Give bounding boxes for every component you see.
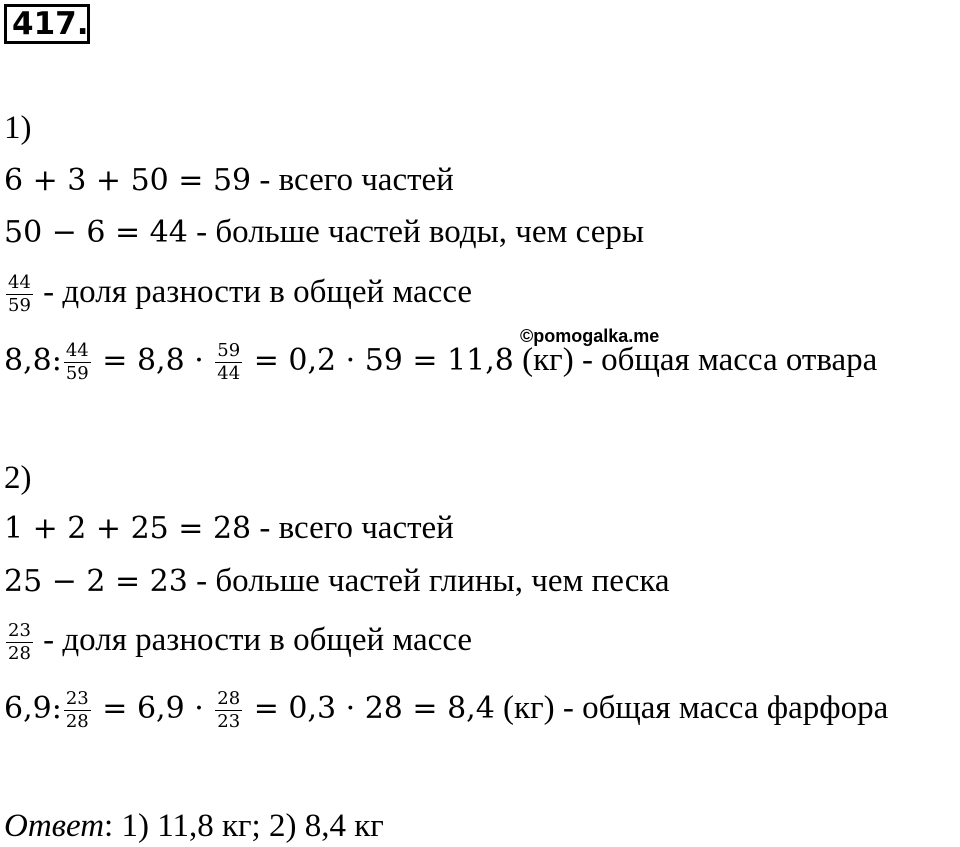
fraction-numerator: 23 (8, 620, 31, 641)
part1-line3-text: - доля разности в общей массе (34, 274, 473, 311)
part1-line1-expr: 6 + 3 + 50 = 59 (4, 163, 252, 198)
answer-line (4, 806, 384, 846)
fraction-numerator: 59 (217, 340, 241, 361)
part2-line3-text: - доля разности в общей массе (34, 622, 473, 659)
part1-line3 (4, 272, 472, 317)
part1-line1-text: - всего частей (251, 162, 454, 198)
answer-text: : 1) 11,8 кг; 2) 8,4 кг (104, 808, 384, 844)
part1-line4-b: = 8,8 · (92, 343, 214, 379)
answer-label: Ответ (4, 808, 105, 844)
part1-line2 (4, 212, 644, 253)
part1-label: 1) (4, 110, 32, 146)
fraction-numerator: 44 (65, 340, 89, 361)
part2-line4-c: = 0,3 · 28 = 8,4 (244, 691, 495, 727)
part1-line2-expr: 50 − 6 = 44 (4, 215, 188, 250)
problem-number: 417. (4, 4, 90, 44)
part2-line4-fraction-1 (64, 688, 91, 733)
part2-line4-b: = 6,9 · (92, 691, 214, 727)
part1-line1 (4, 160, 454, 201)
part2-line2-text: - больше частей глины, чем песка (187, 563, 670, 599)
fraction-denominator: 44 (217, 363, 241, 384)
part2-line1-expr: 1 + 2 + 25 = 28 (4, 511, 252, 546)
part2-line2 (4, 561, 670, 602)
part1-line4-text: - общая масса отвара (573, 342, 878, 379)
part2-line4-text: - общая масса фарфора (554, 690, 889, 727)
part2-line3 (4, 620, 472, 665)
fraction-denominator: 28 (65, 711, 89, 732)
fraction-denominator: 28 (8, 643, 31, 664)
fraction-numerator: 23 (65, 688, 89, 709)
part1-line4 (4, 340, 877, 385)
part2-line4-unit: (кг) (494, 690, 555, 727)
part2-line1 (4, 508, 454, 549)
watermark: ©pomogalka.me (520, 326, 660, 346)
fraction-denominator: 59 (65, 363, 89, 384)
part1-fraction (6, 272, 33, 317)
part2-line4 (4, 688, 888, 733)
part2-line4-a: 6,9: (4, 691, 62, 727)
part2-fraction (6, 620, 33, 665)
part2-label: 2) (4, 460, 32, 496)
part1-line4-fraction-1 (64, 340, 91, 385)
fraction-denominator: 23 (217, 711, 241, 732)
fraction-denominator: 59 (8, 295, 31, 316)
part1-line2-text: - больше частей воды, чем серы (187, 214, 645, 250)
fraction-numerator: 44 (8, 272, 31, 293)
fraction-numerator: 28 (217, 688, 241, 709)
part2-line1-text: - всего частей (251, 510, 454, 546)
part1-line4-fraction-2 (215, 340, 242, 385)
part2-line4-fraction-2 (215, 688, 242, 733)
part1-line4-a: 8,8: (4, 343, 62, 379)
part1-line4-unit: (кг) (513, 342, 574, 379)
part2-line2-expr: 25 − 2 = 23 (4, 564, 188, 599)
part1-line4-c: = 0,2 · 59 = 11,8 (244, 343, 514, 379)
